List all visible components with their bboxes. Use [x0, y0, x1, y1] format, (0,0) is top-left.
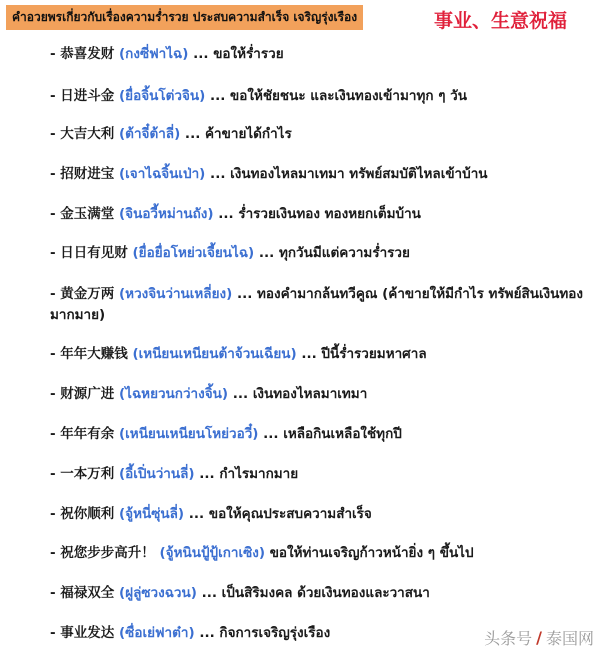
meaning: ... กิจการเจริญรุ่งเรือง	[194, 625, 331, 641]
pronunciation: (ซื่อเย่ฟาต๋า)	[119, 625, 195, 641]
header-thai-title: คำอวยพรเกี่ยวกับเรื่องความร่ำรวย ประสบความสำเร็จ เจริญรุ่งเรือง	[6, 5, 363, 30]
meaning: ... เงินทองไหลมาเทมา ทรัพย์สมบัติไหลเข้าบ้าน	[205, 166, 488, 182]
chinese-phrase: - 日进斗金	[50, 88, 115, 104]
pronunciation: (ยื่อยื่อโหย่วเจี้ยนไฉ)	[132, 245, 255, 261]
pronunciation: (เหนียนเหนียนโหย่วอวี๋)	[119, 426, 259, 442]
chinese-phrase: - 祝您步步高升！	[50, 545, 155, 561]
list-item	[50, 504, 598, 525]
watermark-slash: /	[536, 628, 542, 647]
header-thai-title-bar	[6, 6, 363, 28]
list-item	[50, 424, 598, 445]
meaning: ... ปีนี้ร่ำรวยมหาศาล	[296, 346, 427, 362]
meaning: ... กำไรมากมาย	[194, 466, 299, 482]
watermark-right: 泰国网	[545, 629, 594, 648]
meaning: ... เหลือกินเหลือใช้ทุกปี	[258, 426, 402, 442]
list-item	[50, 204, 598, 225]
meaning: ... เงินทองไหลมาเทมา	[228, 386, 368, 402]
list-item	[50, 344, 598, 365]
pronunciation: (ต้าจี๋ต้าลี่)	[119, 126, 181, 142]
chinese-phrase: - 财源广进	[50, 386, 115, 402]
list-item	[50, 543, 598, 564]
pronunciation: (ฝูลู่ซวงฉวน)	[119, 585, 197, 601]
header-chinese-title: 事业、生意祝福	[434, 10, 568, 32]
watermark	[484, 626, 594, 649]
list-item	[50, 243, 598, 264]
chinese-phrase: - 年年大赚钱	[50, 346, 128, 362]
list-item	[50, 583, 598, 604]
list-item	[50, 464, 598, 485]
pronunciation: (เหนียนเหนียนต้าจ้วนเฉียน)	[132, 346, 297, 362]
chinese-phrase: - 日日有见财	[50, 245, 128, 261]
pronunciation: (เจาไฉจิ้นเป่า)	[119, 166, 206, 182]
chinese-phrase: - 福禄双全	[50, 585, 115, 601]
chinese-phrase: - 黄金万两	[50, 286, 115, 302]
meaning: ... ขอให้คุณประสบความสำเร็จ	[184, 506, 372, 522]
pronunciation: (หวงจินว่านเหลี่ยง)	[119, 286, 233, 302]
chinese-phrase: - 大吉大利	[50, 126, 115, 142]
list-item	[50, 44, 598, 65]
pronunciation: (ไฉหยวนกว่างจิ้น)	[119, 386, 229, 402]
pronunciation: (จู้หนี่ซุ่นลี่)	[119, 506, 185, 522]
list-item	[50, 384, 598, 405]
list-item	[50, 124, 598, 145]
meaning: ... ขอให้ร่ำรวย	[188, 46, 284, 62]
meaning: ... ทุกวันมีแต่ความร่ำรวย	[254, 245, 410, 261]
watermark-left: 头条号	[484, 629, 533, 648]
list-item	[50, 164, 598, 185]
meaning: ... ร่ำรวยเงินทอง ทองหยกเต็มบ้าน	[213, 206, 421, 222]
list-item	[0, 284, 600, 326]
pronunciation: (จู้หนินปู้ปู้เกาเซิง)	[159, 545, 265, 561]
pronunciation: (ยื่อจิ้นโต่วจิน)	[119, 88, 206, 104]
chinese-phrase: - 招财进宝	[50, 166, 115, 182]
meaning: ... เป็นสิริมงคล ด้วยเงินทองและวาสนา	[196, 585, 430, 601]
meaning: ... ค้าขายได้กำไร	[180, 126, 292, 142]
chinese-phrase: - 祝你顺利	[50, 506, 115, 522]
chinese-phrase: - 金玉满堂	[50, 206, 115, 222]
meaning: ... ทองคำมากล้นทวีคูณ (ค้าขายให้มีกำไร ทรัพย์สินเงินทองมากมาย)	[50, 286, 583, 323]
chinese-phrase: - 年年有余	[50, 426, 115, 442]
meaning: ... ขอให้ชัยชนะ และเงินทองเข้ามาทุก ๆ วัน	[205, 88, 467, 104]
chinese-phrase: - 事业发达	[50, 625, 115, 641]
pronunciation: (อี้เปิ่นว่านลี่)	[119, 466, 195, 482]
list-item	[50, 86, 598, 107]
pronunciation: (จินอวี้หม่านถัง)	[119, 206, 214, 222]
meaning: ขอให้ท่านเจริญก้าวหน้ายิ่ง ๆ ขึ้นไป	[265, 545, 474, 561]
pronunciation: (กงซี่ฟาไฉ)	[119, 46, 189, 62]
chinese-phrase: - 恭喜发财	[50, 46, 115, 62]
chinese-phrase: - 一本万利	[50, 466, 115, 482]
